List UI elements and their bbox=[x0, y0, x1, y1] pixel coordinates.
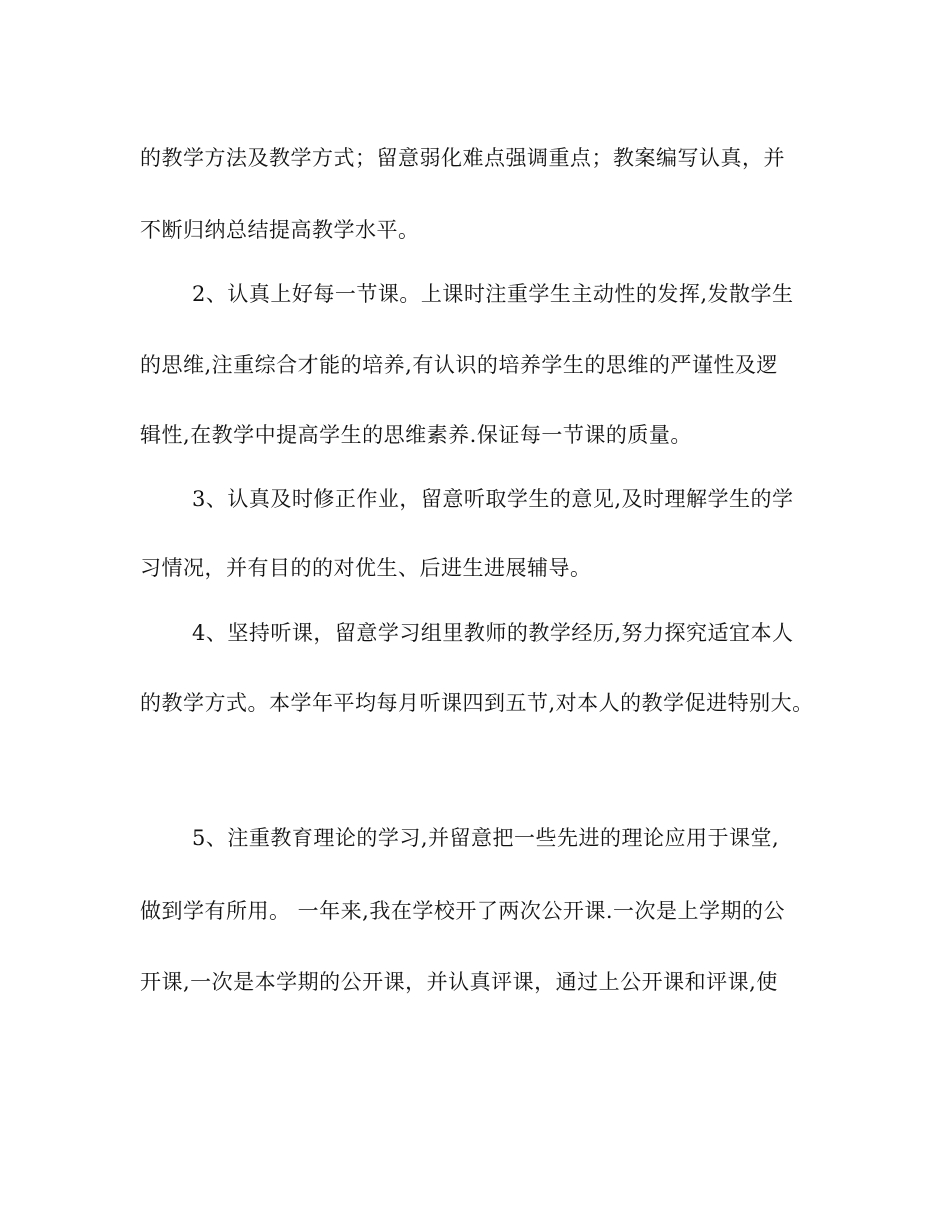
text-line: 开课,一次是本学期的公开课，并认真评课，通过上公开课和评课,使 bbox=[140, 970, 778, 994]
paragraph-2-start: 2、认真上好每一节课。上课时注重学生主动性的发挥,发散学生 bbox=[192, 282, 794, 306]
text-line: 的教学方式。本学年平均每月听课四到五节,对本人的教学促进特别大。 bbox=[140, 691, 814, 715]
paragraph-3-start: 3、认真及时修正作业，留意听取学生的意见,及时理解学生的学 bbox=[192, 487, 794, 511]
paragraph-4-start: 4、坚持听课，留意学习组里教师的教学经历,努力探究适宜本人 bbox=[192, 621, 794, 645]
text-line: 做到学有所用。 一年来,我在学校开了两次公开课.一次是上学期的公 bbox=[140, 899, 786, 923]
text-line: 的思维,注重综合才能的培养,有认识的培养学生的思维的严谨性及逻 bbox=[140, 353, 778, 377]
text-line: 不断归纳总结提高教学水平。 bbox=[140, 218, 420, 242]
text-line: 习情况，并有目的的对优生、后进生进展辅导。 bbox=[140, 556, 592, 580]
text-line: 辑性,在教学中提高学生的思维素养.保证每一节课的质量。 bbox=[140, 423, 692, 447]
text-line: 的教学方法及教学方式；留意弱化难点强调重点；教案编写认真，并 bbox=[140, 146, 785, 170]
paragraph-5-start: 5、注重教育理论的学习,并留意把一些先进的理论应用于课堂, bbox=[192, 826, 780, 850]
